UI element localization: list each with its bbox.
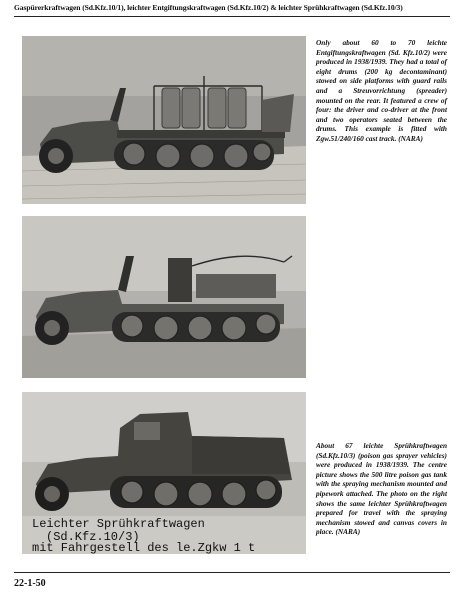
header-rule <box>14 16 450 17</box>
running-header: Gaspürerkraftwagen (Sd.Kfz.10/1), leichter Entgiftungskraftwagen (Sd.Kfz.10/2) & leichter Sprühkraftwagen (Sd.Kfz.10/3) <box>14 3 403 12</box>
photo-sprayer-vehicle-tank <box>22 216 306 378</box>
photo-overlay-line-3: mit Fahrgestell des le.Zgkw 1 t <box>32 541 256 554</box>
photo-decontamination-vehicle <box>22 36 306 204</box>
photo-overlay-line-2: (Sd.Kfz.10/3) <box>46 530 140 544</box>
footer-rule <box>14 572 450 573</box>
photo-overlay-line-1: Leichter Sprühkraftwagen <box>32 517 205 531</box>
page-number: 22-1-50 <box>14 578 46 589</box>
caption-bottom: About 67 leichte Sprühkraftwagen (Sd.Kfz.10/3) (poison gas sprayer vehicles) were produced in 1938/1939. The centre picture shows the 500 litre poison gas tank with the spraying mechanism mounted and pipework attached. The photo on the right shows the same leichter Sprühkraftwagen prepared for travel with the spraying mechanism stowed and canvas covers in place. (NARA) <box>316 441 447 537</box>
photo-sprayer-vehicle-covered <box>22 392 306 554</box>
caption-top: Only about 60 to 70 leichte Entgiftungskraftwagen (Sd. Kfz.10/2) were produced in 1938/1939. They had a total of eight drums (200 kg decontaminant) stowed on side platforms with guard rails and a Streuvorrichtung (spreader) mounted on the rear. It featured a crew of four: the driver and co-driver at the front and two operators seated between the drums. This example is fitted with Zgw.51/240/160 cast track. (NARA) <box>316 38 447 143</box>
